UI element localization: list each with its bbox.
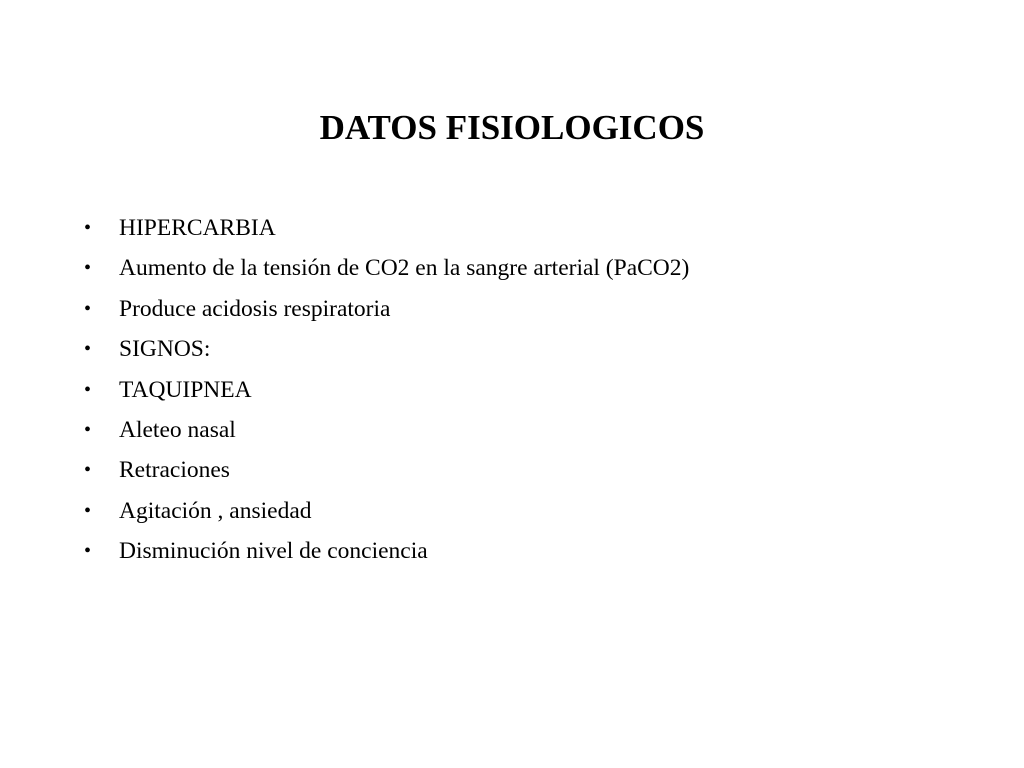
- bullet-text: HIPERCARBIA: [119, 215, 276, 241]
- bullet-text: TAQUIPNEA: [119, 376, 252, 403]
- bullet-icon: •: [84, 378, 92, 401]
- bullet-list: [84, 208, 964, 572]
- slide-title: DATOS FISIOLOGICOS: [319, 108, 705, 147]
- bullet-icon: •: [84, 459, 92, 482]
- bullet-item: [84, 370, 964, 410]
- bullet-icon: •: [84, 540, 92, 563]
- bullet-text: Disminución nivel de conciencia: [119, 538, 428, 565]
- bullet-icon: •: [84, 418, 92, 441]
- bullet-item: [84, 248, 964, 288]
- bullet-text: SIGNOS:: [119, 336, 211, 363]
- bullet-icon: •: [84, 338, 92, 361]
- bullet-icon: •: [84, 217, 92, 239]
- bullet-item: [84, 450, 964, 490]
- bullet-text: Aumento de la tensión de CO2 en la sangre arterial (PaCO2): [119, 255, 690, 282]
- bullet-icon: •: [84, 257, 92, 280]
- bullet-icon: •: [84, 499, 92, 522]
- bullet-item: [84, 329, 964, 369]
- bullet-item: [84, 289, 964, 329]
- bullet-text: Produce acidosis respiratoria: [119, 295, 391, 322]
- bullet-text: Aleteo nasal: [119, 416, 236, 443]
- bullet-text: Agitación , ansiedad: [119, 497, 312, 524]
- bullet-item: [84, 410, 964, 450]
- bullet-item: [84, 491, 964, 531]
- bullet-text: Retraciones: [119, 457, 230, 484]
- bullet-icon: •: [84, 297, 92, 320]
- bullet-item: [84, 531, 964, 571]
- bullet-item: [84, 208, 964, 248]
